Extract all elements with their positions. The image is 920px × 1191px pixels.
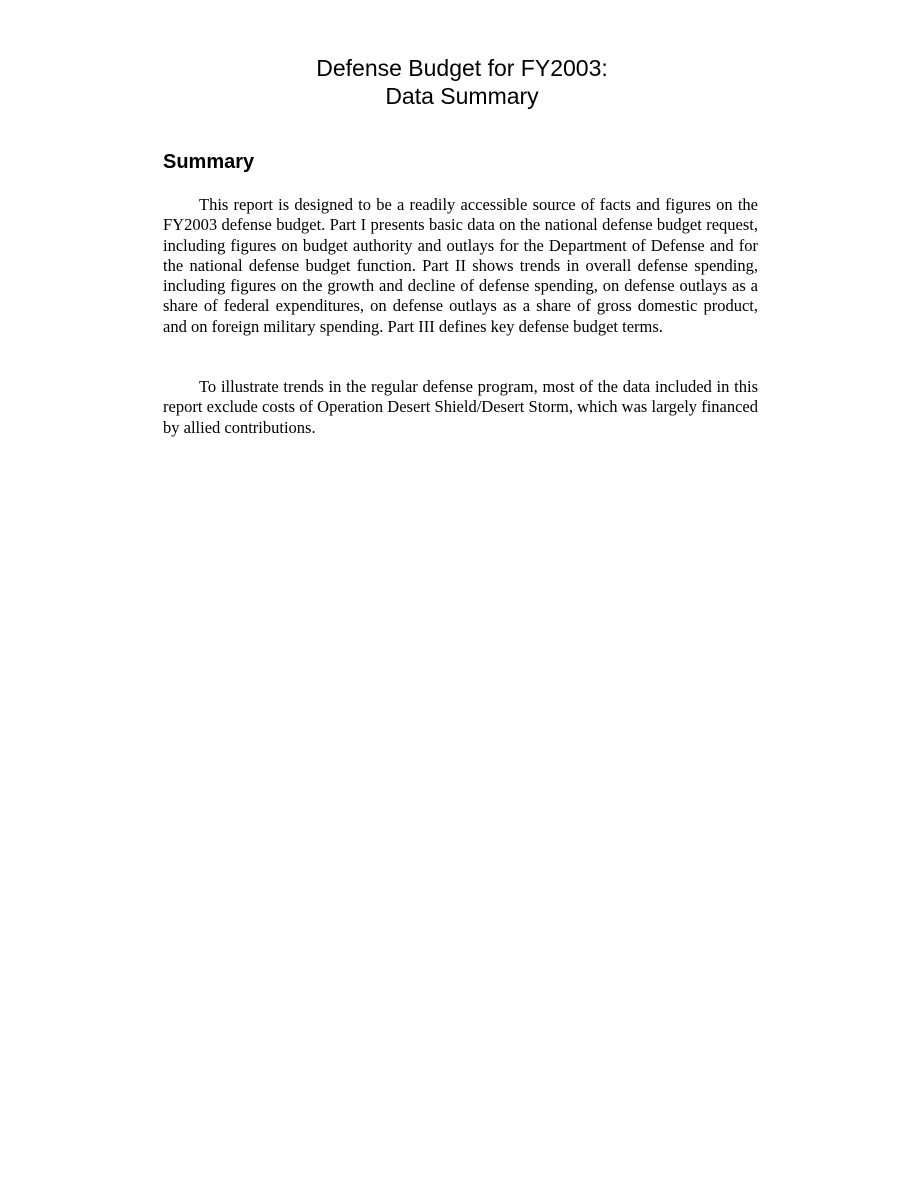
document-title — [0, 54, 920, 110]
summary-paragraph-2: To illustrate trends in the regular defense program, most of the data included in this report exclude costs of Operation Desert Shield/Desert Storm, which was largely financed by allied contributions. — [163, 377, 758, 437]
title-line-2: Data Summary — [385, 83, 539, 109]
section-heading-summary: Summary — [163, 151, 255, 173]
summary-paragraph-1: This report is designed to be a readily accessible source of facts and figures on the FY2003 defense budget. Part I presents basic data on the national defense budget request, including figures on budget authority and outlays for the Department of Defense and for the national defense budget function. Part II shows trends in overall defense spending, including figures on the growth and decline of defense spending, on defense outlays as a share of federal expenditures, on defense outlays as a share of gross domestic product, and on foreign military spending. Part III defines key defense budget terms. — [163, 195, 758, 336]
title-line-1: Defense Budget for FY2003: — [316, 55, 608, 81]
